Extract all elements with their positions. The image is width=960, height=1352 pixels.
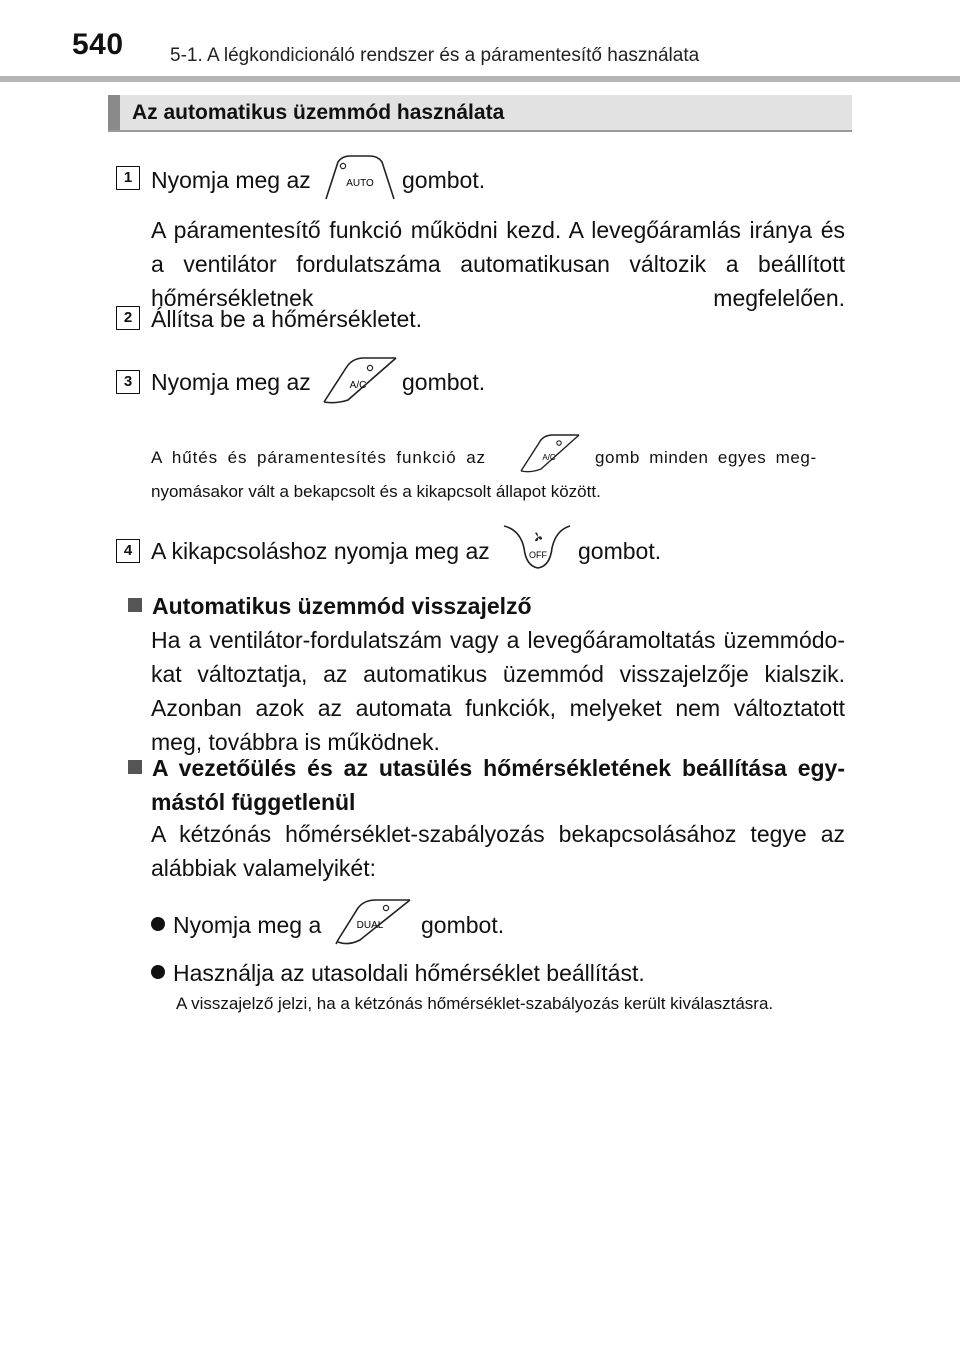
ac-note-button-icon xyxy=(519,431,581,483)
section-title: Az automatikus üzemmód használata xyxy=(132,101,505,124)
step-3-post: gombot. xyxy=(402,369,486,395)
step-4-post: gombot. xyxy=(578,538,662,564)
round-bullet-icon xyxy=(151,917,165,931)
round-bullet-icon xyxy=(151,965,165,979)
off-button-label: OFF xyxy=(529,550,547,560)
dual-bullet-1-post: gombot. xyxy=(421,912,505,938)
auto-button-icon xyxy=(322,152,398,202)
section-heading xyxy=(108,95,852,131)
step-4-pre: A kikapcsoláshoz nyomja meg az xyxy=(151,538,490,564)
dual-heading-line1 xyxy=(128,751,845,785)
step-number-3: 3 xyxy=(116,370,140,394)
step-3-note-pre: A hűtés és páramentesítés funkció az xyxy=(151,448,486,467)
dual-bullet-1 xyxy=(151,908,321,942)
indicator-heading-text: Automatikus üzemmód visszajelző xyxy=(152,593,532,619)
ac-button-icon xyxy=(322,354,398,406)
off-button-icon xyxy=(500,522,572,572)
section-heading-bar xyxy=(108,95,120,131)
step-2-text: Állítsa be a hőmérsékletet. xyxy=(151,306,423,332)
dual-button-label: DUAL xyxy=(356,920,384,931)
dual-bullet-1-pre: Nyomja meg a xyxy=(173,912,322,938)
dual-note: A visszajelző jelzi, ha a kétzónás hőmérséklet-szabályozás került kiválasztásra. xyxy=(176,994,774,1013)
dual-heading-line1-text: A vezetőülés és az utasülés hőmérsékletének beállítása egy- xyxy=(152,755,845,781)
step-1-post: gombot. xyxy=(402,167,486,193)
indicator-heading xyxy=(128,589,532,623)
step-3-note-line1 xyxy=(151,445,846,471)
dual-heading-line2: mástól függetlenül xyxy=(151,789,356,815)
indicator-body: Ha a ventilátor-fordulatszám vagy a levegőáramoltatás üzemmódokat változtatja, az automatikus üzemmód visszajelzője kialszik. Azonban azok az automata funkciók, melyeket nem változtatott meg, továbbra is működnek. xyxy=(151,627,845,755)
step-1-pre: Nyomja meg az xyxy=(151,167,311,193)
step-number-2: 2 xyxy=(116,306,140,330)
step-3-note-line2: nyomásakor vált a bekapcsolt és a kikapcsolt állapot között. xyxy=(151,482,601,501)
step-3-note-post: gomb minden egyes meg- xyxy=(595,448,817,467)
step-number-1: 1 xyxy=(116,166,140,190)
header-rule xyxy=(0,76,960,82)
auto-button-label: AUTO xyxy=(346,178,374,189)
chapter-title: 5-1. A légkondicionáló rendszer és a páramentesítő használata xyxy=(170,45,700,66)
step-1-description: A páramentesítő funkció működni kezd. A levegőáramlás iránya és a ventilátor fordulatszáma automatikusan változik a beállított hőmérsékletnek megfelelően. xyxy=(151,217,845,311)
step-3-pre: Nyomja meg az xyxy=(151,369,311,395)
square-bullet-icon xyxy=(128,598,142,612)
section-underline xyxy=(108,130,852,132)
dual-bullet-2 xyxy=(151,956,645,990)
dual-body: A kétzónás hőmérséklet-szabályozás bekapcsolásához tegye az alábbiak valamelyikét: xyxy=(151,821,845,881)
ac-note-button-label: A/C xyxy=(542,453,556,462)
step-number-4: 4 xyxy=(116,539,140,563)
page-number: 540 xyxy=(72,28,124,61)
dual-button-icon xyxy=(332,896,414,946)
dual-bullet-2-text: Használja az utasoldali hőmérséklet beállítást. xyxy=(173,960,645,986)
ac-button-label: A/C xyxy=(349,380,367,391)
square-bullet-icon xyxy=(128,760,142,774)
